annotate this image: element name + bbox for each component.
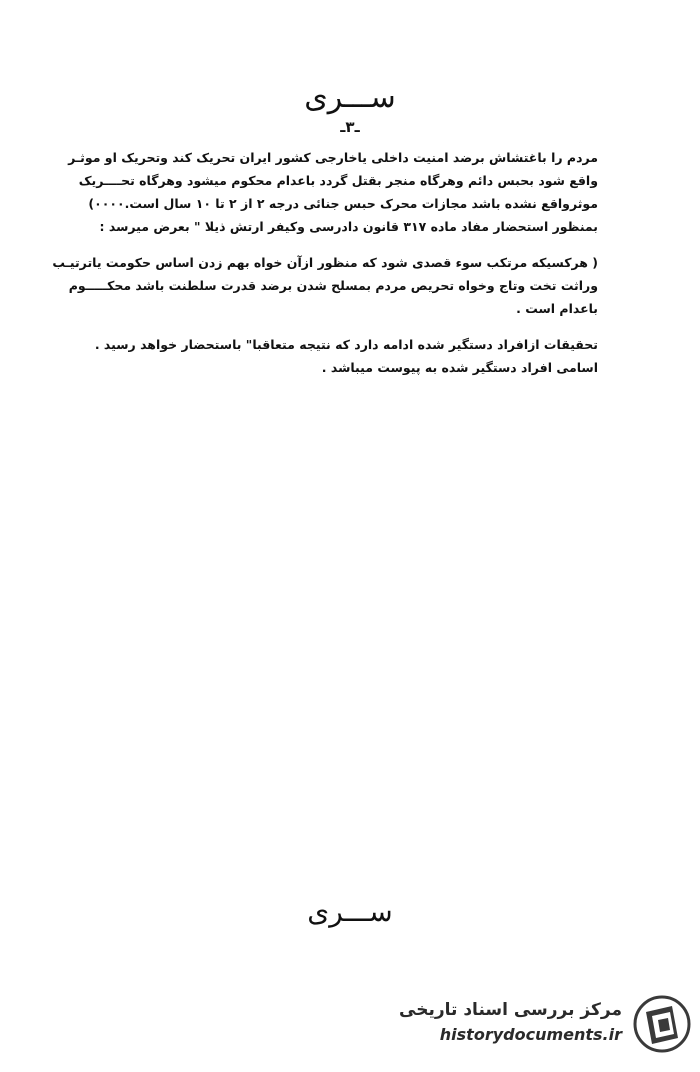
body-line: بمنظور استحضار مفاد ماده ٣١٧ قانون دادرسی وکیفر ارتش ذیلا " بعرض میرسد : bbox=[99, 219, 598, 234]
body-line: باعدام است . bbox=[516, 301, 598, 316]
header-classification-label: ســـری bbox=[304, 80, 396, 115]
body-line: ( هرکسیکه مرتکب سوء قصدی شود که منظور ازآن خواه بهم زدن اساس حکومت یاترتیـب bbox=[52, 255, 598, 270]
archive-title: مرکز بررسی اسناد تاریخی bbox=[399, 1000, 622, 1020]
paragraph-gap bbox=[100, 238, 598, 251]
archive-logo-icon bbox=[632, 994, 692, 1054]
page-number: ـ٣ـ bbox=[340, 118, 360, 136]
archive-watermark bbox=[392, 994, 692, 1054]
body-line: وراثت تخت وتاج وخواه تحریص مردم بمسلح شدن برضد قدرت سلطنت باشد محکـــــوم bbox=[68, 278, 598, 293]
archive-url: historydocuments.ir bbox=[439, 1025, 622, 1044]
document-body bbox=[52, 146, 598, 379]
footer-classification-label: ســـری bbox=[307, 895, 393, 928]
body-line: اسامی افراد دستگیر شده به پیوست میباشد . bbox=[321, 360, 598, 375]
body-line: واقع شود بحبس دائم وهرگاه منجر بقتل گردد باعدام محکوم میشود وهرگاه تحــــریک bbox=[78, 173, 598, 188]
body-line: موثرواقع نشده باشد مجازات محرک حبس جنائی درجه ٢ از ٢ تا ١٠ سال است.٠٠٠٠) bbox=[88, 196, 598, 211]
body-line: مردم را باغتشاش برضد امنیت داخلی یاخارجی کشور ایران تحریک کند وتحریک او موثـر bbox=[68, 150, 598, 165]
body-line: تحقیقات ازافراد دستگیر شده ادامه دارد که نتیجه متعاقبا" باستحضار خواهد رسید . bbox=[94, 337, 598, 352]
paragraph-gap bbox=[100, 320, 598, 333]
